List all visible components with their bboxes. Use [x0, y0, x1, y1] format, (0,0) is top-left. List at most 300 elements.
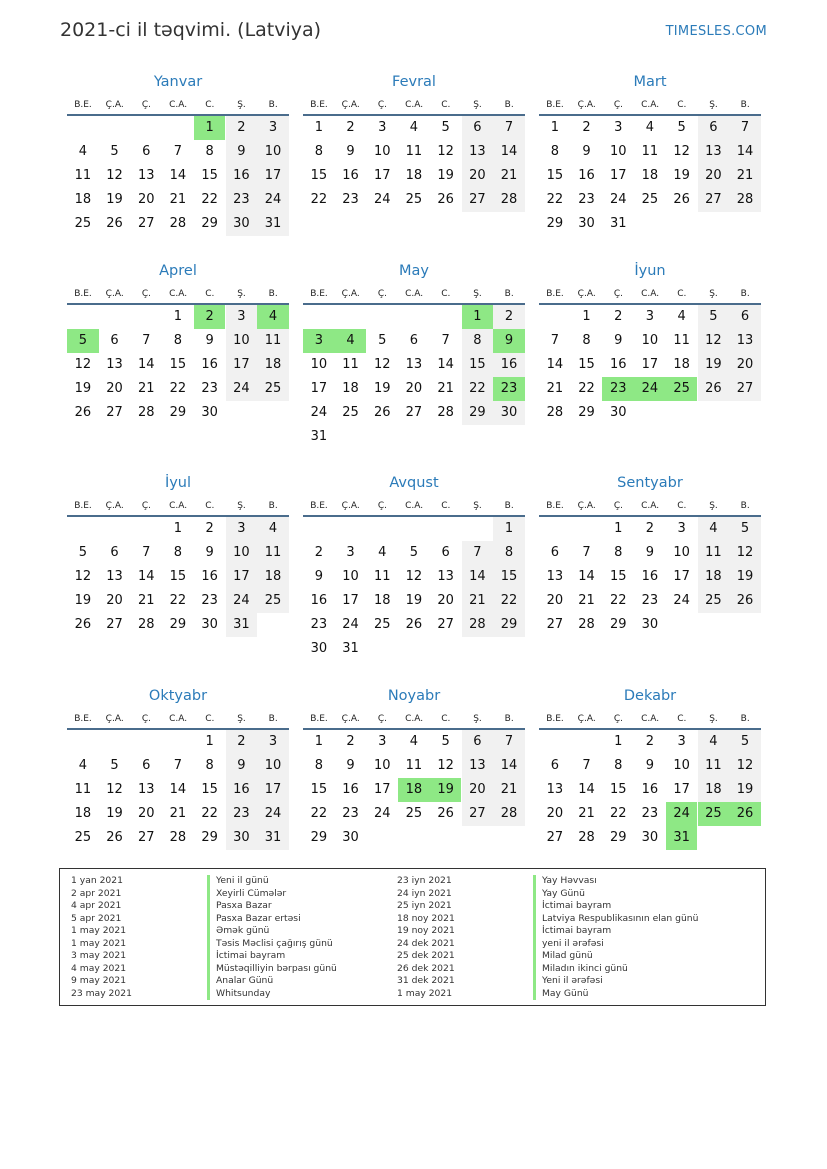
day-cell: 22: [493, 589, 525, 613]
day-cell: 13: [106, 569, 123, 584]
month-6: [539, 261, 761, 455]
day-cell: 4: [698, 517, 730, 541]
day-cell: 14: [578, 569, 595, 584]
month-4: [67, 261, 289, 455]
day-cell: 28: [578, 617, 595, 632]
day-cell: 27: [137, 216, 155, 231]
day-cell: 6: [550, 545, 559, 560]
holiday-name: yeni il ərəfəsi: [533, 938, 604, 951]
weekday-label: Ç.: [613, 714, 623, 724]
holiday-date: 2 apr 2021: [71, 887, 122, 899]
holiday-day-cell: 4: [257, 305, 289, 329]
day-cell: 26: [74, 405, 92, 420]
day-cell: 12: [74, 357, 92, 372]
day-cell: 15: [169, 357, 187, 372]
day-cell: 21: [169, 806, 187, 821]
month-title: Oktyabr: [148, 688, 208, 704]
day-cell: 8: [173, 545, 183, 560]
weekday-label: Ş.: [237, 289, 246, 299]
weekday-label: Ç.A.: [341, 289, 360, 299]
day-cell: 25: [74, 216, 92, 231]
weekday-header: [539, 497, 761, 517]
weekday-header: [303, 497, 525, 517]
day-cell: 3: [346, 545, 355, 560]
day-cell: 16: [609, 357, 627, 372]
day-cell: 11: [698, 541, 730, 565]
holiday-name: Təsis Məclisi çağırış günü: [207, 938, 333, 951]
weekday-label: C.A.: [641, 714, 660, 724]
weekday-label: Ç.A.: [577, 501, 596, 511]
holiday-name: İctimai bayram: [533, 900, 611, 913]
day-cell: 20: [698, 164, 730, 188]
day-cell: 23: [226, 188, 258, 212]
day-cell: 29: [310, 830, 328, 845]
month-title: Fevral: [392, 74, 436, 90]
weekday-label: Ç.: [377, 501, 387, 511]
day-cell: 21: [137, 381, 155, 396]
day-cell: 17: [257, 164, 289, 188]
weekday-label: C.A.: [169, 289, 188, 299]
day-cell: 27: [546, 617, 564, 632]
day-cell: 25: [257, 589, 289, 613]
day-cell: 6: [729, 305, 761, 329]
day-cell: 6: [462, 730, 494, 754]
weekday-label: Ç.: [141, 714, 151, 724]
day-cell: 11: [342, 357, 359, 372]
day-cell: 22: [462, 377, 494, 401]
weekday-label: Ç.A.: [105, 289, 124, 299]
day-cell: 26: [437, 806, 454, 821]
day-grid: [67, 730, 289, 880]
day-cell: 15: [310, 168, 328, 183]
holiday-day-cell: 1: [194, 116, 226, 140]
day-cell: 14: [578, 782, 595, 797]
day-cell: 30: [578, 216, 595, 231]
day-cell: 12: [698, 329, 730, 353]
day-cell: 28: [137, 405, 155, 420]
day-cell: 26: [437, 192, 454, 207]
holiday-day-cell: 25: [666, 377, 698, 401]
day-cell: 15: [609, 782, 627, 797]
day-cell: 5: [110, 144, 119, 159]
day-cell: 18: [373, 593, 391, 608]
weekday-label: Ş.: [237, 100, 246, 110]
day-cell: 27: [137, 830, 155, 845]
day-cell: 13: [546, 782, 564, 797]
weekday-label: B.E.: [74, 100, 92, 110]
day-cell: 6: [110, 545, 119, 560]
day-cell: 24: [257, 188, 289, 212]
weekday-label: Ç.: [613, 100, 623, 110]
day-cell: 9: [226, 140, 258, 164]
day-cell: 25: [405, 806, 423, 821]
day-cell: 19: [729, 565, 761, 589]
day-cell: 27: [698, 188, 730, 212]
day-cell: 10: [673, 758, 690, 773]
day-cell: 28: [437, 405, 454, 420]
day-cell: 20: [137, 806, 155, 821]
day-grid: [67, 517, 289, 667]
month-5: [303, 261, 525, 455]
day-cell: 5: [78, 545, 87, 560]
month-7: [67, 473, 289, 667]
day-cell: 11: [698, 754, 730, 778]
day-cell: 18: [257, 353, 289, 377]
day-cell: 2: [346, 734, 355, 749]
day-cell: 6: [142, 144, 151, 159]
holiday-name: İctimai bayram: [533, 925, 611, 938]
day-cell: 4: [378, 545, 387, 560]
day-cell: 11: [74, 782, 92, 797]
day-cell: 2: [645, 734, 655, 749]
holiday-name: İctimai bayram: [207, 950, 285, 963]
day-cell: 1: [550, 120, 559, 135]
day-cell: 1: [614, 521, 623, 536]
day-grid: [303, 517, 525, 667]
day-cell: 3: [614, 120, 623, 135]
month-9: [539, 473, 761, 667]
day-cell: 21: [578, 806, 595, 821]
holiday-date: 25 dek 2021: [397, 950, 455, 961]
day-cell: 15: [169, 569, 187, 584]
day-cell: 7: [173, 144, 183, 159]
weekday-label: B.: [268, 714, 278, 724]
day-cell: 5: [698, 305, 730, 329]
day-cell: 27: [405, 405, 423, 420]
day-cell: 24: [226, 377, 258, 401]
holiday-name: Pasxa Bazar ertəsi: [207, 913, 301, 926]
day-cell: 11: [74, 168, 92, 183]
day-cell: 23: [201, 381, 218, 396]
day-cell: 16: [493, 353, 525, 377]
day-cell: 1: [314, 734, 323, 749]
day-cell: 4: [698, 730, 730, 754]
day-cell: 7: [582, 545, 591, 560]
day-cell: 25: [342, 405, 359, 420]
holiday-date: 24 dek 2021: [397, 937, 455, 949]
day-cell: 20: [462, 778, 494, 802]
day-cell: 21: [462, 589, 494, 613]
day-cell: 26: [106, 216, 123, 231]
day-cell: 8: [462, 329, 494, 353]
weekday-label: C.A.: [405, 100, 424, 110]
holiday-date: 4 may 2021: [71, 962, 127, 974]
day-cell: 15: [310, 782, 328, 797]
weekday-header: [67, 285, 289, 305]
day-cell: 31: [609, 216, 627, 231]
day-grid: [303, 305, 525, 455]
day-cell: 13: [137, 782, 155, 797]
weekday-label: C.: [677, 100, 687, 110]
weekday-label: B.: [268, 289, 278, 299]
day-cell: 16: [226, 164, 258, 188]
day-cell: 13: [698, 140, 730, 164]
day-cell: 11: [673, 333, 690, 348]
day-cell: 19: [673, 168, 690, 183]
day-cell: 24: [673, 593, 690, 608]
day-grid: [67, 116, 289, 266]
day-cell: 23: [201, 593, 218, 608]
day-cell: 26: [373, 405, 391, 420]
day-cell: 10: [673, 545, 690, 560]
day-cell: 25: [373, 617, 391, 632]
day-cell: 20: [546, 806, 564, 821]
day-cell: 13: [462, 140, 494, 164]
day-cell: 9: [614, 333, 623, 348]
weekday-label: B.E.: [546, 714, 564, 724]
day-cell: 29: [169, 405, 187, 420]
day-cell: 22: [169, 381, 187, 396]
day-cell: 24: [373, 192, 391, 207]
day-cell: 20: [405, 381, 423, 396]
day-cell: 25: [405, 192, 423, 207]
day-cell: 10: [342, 569, 359, 584]
day-cell: 18: [698, 778, 730, 802]
day-cell: 23: [342, 192, 359, 207]
day-cell: 28: [169, 216, 187, 231]
day-cell: 24: [342, 617, 359, 632]
day-cell: 17: [226, 353, 258, 377]
day-cell: 25: [257, 377, 289, 401]
day-cell: 2: [226, 116, 258, 140]
day-cell: 30: [226, 212, 258, 236]
day-cell: 14: [169, 168, 187, 183]
day-cell: 22: [609, 593, 627, 608]
day-cell: 14: [546, 357, 564, 372]
holiday-date: 19 noy 2021: [397, 925, 455, 936]
holiday-name: Yay Günü: [533, 888, 585, 901]
day-cell: 16: [201, 357, 218, 372]
day-cell: 3: [226, 517, 258, 541]
day-cell: 17: [673, 782, 690, 797]
day-cell: 12: [729, 541, 761, 565]
day-cell: 23: [342, 806, 359, 821]
day-cell: 14: [437, 357, 454, 372]
day-cell: 13: [729, 329, 761, 353]
day-cell: 26: [405, 617, 423, 632]
holiday-day-cell: 19: [430, 778, 462, 802]
weekday-label: C.: [677, 289, 687, 299]
weekday-label: Ç.: [377, 714, 387, 724]
day-cell: 27: [106, 617, 123, 632]
month-title: İyul: [164, 475, 192, 491]
weekday-label: B.E.: [546, 501, 564, 511]
day-cell: 13: [137, 168, 155, 183]
weekday-label: C.A.: [405, 501, 424, 511]
day-cell: 22: [169, 593, 187, 608]
day-cell: 14: [462, 565, 494, 589]
holiday-day-cell: 23: [493, 377, 525, 401]
day-cell: 6: [110, 333, 119, 348]
weekday-label: Ç.: [613, 289, 623, 299]
month-title: Avqust: [389, 475, 439, 491]
day-cell: 3: [257, 116, 289, 140]
holiday-day-cell: 18: [398, 778, 430, 802]
day-cell: 14: [493, 140, 525, 164]
weekday-label: Ş.: [709, 289, 718, 299]
weekday-label: Ç.: [377, 100, 387, 110]
month-title: İyun: [634, 263, 666, 279]
day-cell: 18: [698, 565, 730, 589]
weekday-label: C.A.: [405, 714, 424, 724]
day-cell: 8: [205, 758, 214, 773]
day-cell: 10: [310, 357, 328, 372]
day-cell: 7: [729, 116, 761, 140]
weekday-label: Ç.A.: [577, 714, 596, 724]
day-cell: 28: [462, 613, 494, 637]
day-cell: 26: [74, 617, 92, 632]
day-cell: 26: [729, 589, 761, 613]
holiday-legend: [59, 868, 766, 1006]
day-cell: 4: [78, 758, 87, 773]
weekday-label: Ş.: [709, 714, 718, 724]
weekday-label: Ç.A.: [577, 100, 596, 110]
holiday-date: 9 may 2021: [71, 975, 127, 986]
day-cell: 16: [201, 569, 218, 584]
holiday-day-cell: 5: [67, 329, 99, 353]
day-cell: 28: [546, 405, 564, 420]
day-cell: 29: [546, 216, 564, 231]
day-cell: 12: [106, 168, 123, 183]
day-cell: 8: [614, 545, 623, 560]
day-cell: 14: [137, 569, 155, 584]
holiday-date: 25 iyn 2021: [397, 900, 452, 911]
day-cell: 19: [373, 381, 391, 396]
month-12: [539, 686, 761, 880]
day-cell: 3: [378, 734, 387, 749]
month-title: Dekabr: [623, 688, 677, 704]
day-cell: 16: [641, 782, 659, 797]
weekday-label: Ş.: [473, 501, 482, 511]
weekday-label: Ç.A.: [341, 714, 360, 724]
day-cell: 1: [205, 734, 214, 749]
day-cell: 4: [409, 734, 419, 749]
weekday-label: B.E.: [74, 289, 92, 299]
weekday-label: Ç.: [141, 289, 151, 299]
day-cell: 17: [373, 168, 391, 183]
day-cell: 28: [493, 802, 525, 826]
day-cell: 24: [373, 806, 391, 821]
day-cell: 22: [578, 381, 595, 396]
day-cell: 26: [698, 377, 730, 401]
holiday-day-cell: 25: [698, 802, 730, 826]
day-cell: 17: [609, 168, 627, 183]
holiday-name: Latviya Respublikasının elan günü: [533, 913, 698, 926]
weekday-label: C.: [205, 100, 215, 110]
weekday-label: B.E.: [74, 714, 92, 724]
day-grid: [303, 730, 525, 880]
weekday-label: B.: [504, 100, 514, 110]
day-cell: 13: [405, 357, 423, 372]
weekday-header: [67, 710, 289, 730]
day-cell: 27: [106, 405, 123, 420]
weekday-label: C.: [205, 714, 215, 724]
holiday-date: 23 may 2021: [71, 987, 132, 999]
day-cell: 13: [462, 754, 494, 778]
day-cell: 21: [137, 593, 155, 608]
day-cell: 30: [310, 641, 328, 656]
day-cell: 5: [677, 120, 686, 135]
day-cell: 28: [169, 830, 187, 845]
day-cell: 10: [257, 140, 289, 164]
holiday-date: 1 yan 2021: [71, 875, 123, 886]
day-cell: 8: [314, 758, 323, 773]
day-cell: 30: [342, 830, 359, 845]
day-cell: 12: [437, 144, 454, 159]
day-grid: [67, 305, 289, 455]
day-cell: 6: [142, 758, 151, 773]
day-cell: 9: [226, 754, 258, 778]
day-cell: 21: [437, 381, 454, 396]
day-cell: 27: [729, 377, 761, 401]
day-cell: 2: [582, 120, 591, 135]
day-cell: 15: [493, 565, 525, 589]
day-cell: 10: [373, 758, 391, 773]
weekday-label: C.A.: [169, 714, 188, 724]
day-cell: 9: [205, 545, 214, 560]
month-2: [303, 72, 525, 266]
weekday-header: [303, 96, 525, 116]
day-cell: 7: [582, 758, 591, 773]
day-cell: 4: [409, 120, 419, 135]
day-cell: 30: [201, 617, 218, 632]
site-logo[interactable]: TIMESLES.COM: [665, 24, 767, 39]
weekday-label: B.E.: [310, 714, 328, 724]
weekday-label: C.: [205, 289, 215, 299]
day-cell: 7: [142, 545, 151, 560]
day-cell: 31: [342, 641, 359, 656]
weekday-label: Ş.: [709, 100, 718, 110]
weekday-header: [539, 285, 761, 305]
day-cell: 29: [169, 617, 187, 632]
day-cell: 9: [582, 144, 591, 159]
holiday-day-cell: 9: [493, 329, 525, 353]
day-cell: 9: [314, 569, 323, 584]
day-cell: 27: [462, 188, 494, 212]
day-cell: 23: [641, 593, 659, 608]
day-cell: 13: [546, 569, 564, 584]
day-cell: 18: [342, 381, 359, 396]
day-cell: 15: [201, 168, 218, 183]
day-cell: 25: [74, 830, 92, 845]
day-cell: 7: [462, 541, 494, 565]
day-cell: 3: [677, 734, 686, 749]
weekday-header: [539, 96, 761, 116]
day-cell: 4: [257, 517, 289, 541]
weekday-header: [67, 497, 289, 517]
day-cell: 7: [493, 730, 525, 754]
day-cell: 4: [677, 309, 686, 324]
holiday-date: 3 may 2021: [71, 950, 127, 961]
day-cell: 17: [257, 778, 289, 802]
holiday-day-cell: 1: [462, 305, 494, 329]
day-cell: 18: [257, 565, 289, 589]
day-cell: 11: [641, 144, 659, 159]
day-cell: 3: [645, 309, 655, 324]
day-cell: 12: [437, 758, 454, 773]
day-cell: 6: [409, 333, 419, 348]
weekday-header: [303, 285, 525, 305]
day-cell: 5: [409, 545, 419, 560]
day-cell: 9: [205, 333, 214, 348]
day-cell: 17: [342, 593, 359, 608]
day-cell: 16: [310, 593, 328, 608]
holiday-date: 5 apr 2021: [71, 912, 122, 924]
day-cell: 21: [493, 164, 525, 188]
day-cell: 9: [346, 758, 355, 773]
month-3: [539, 72, 761, 266]
holiday-date: 1 may 2021: [71, 925, 127, 936]
